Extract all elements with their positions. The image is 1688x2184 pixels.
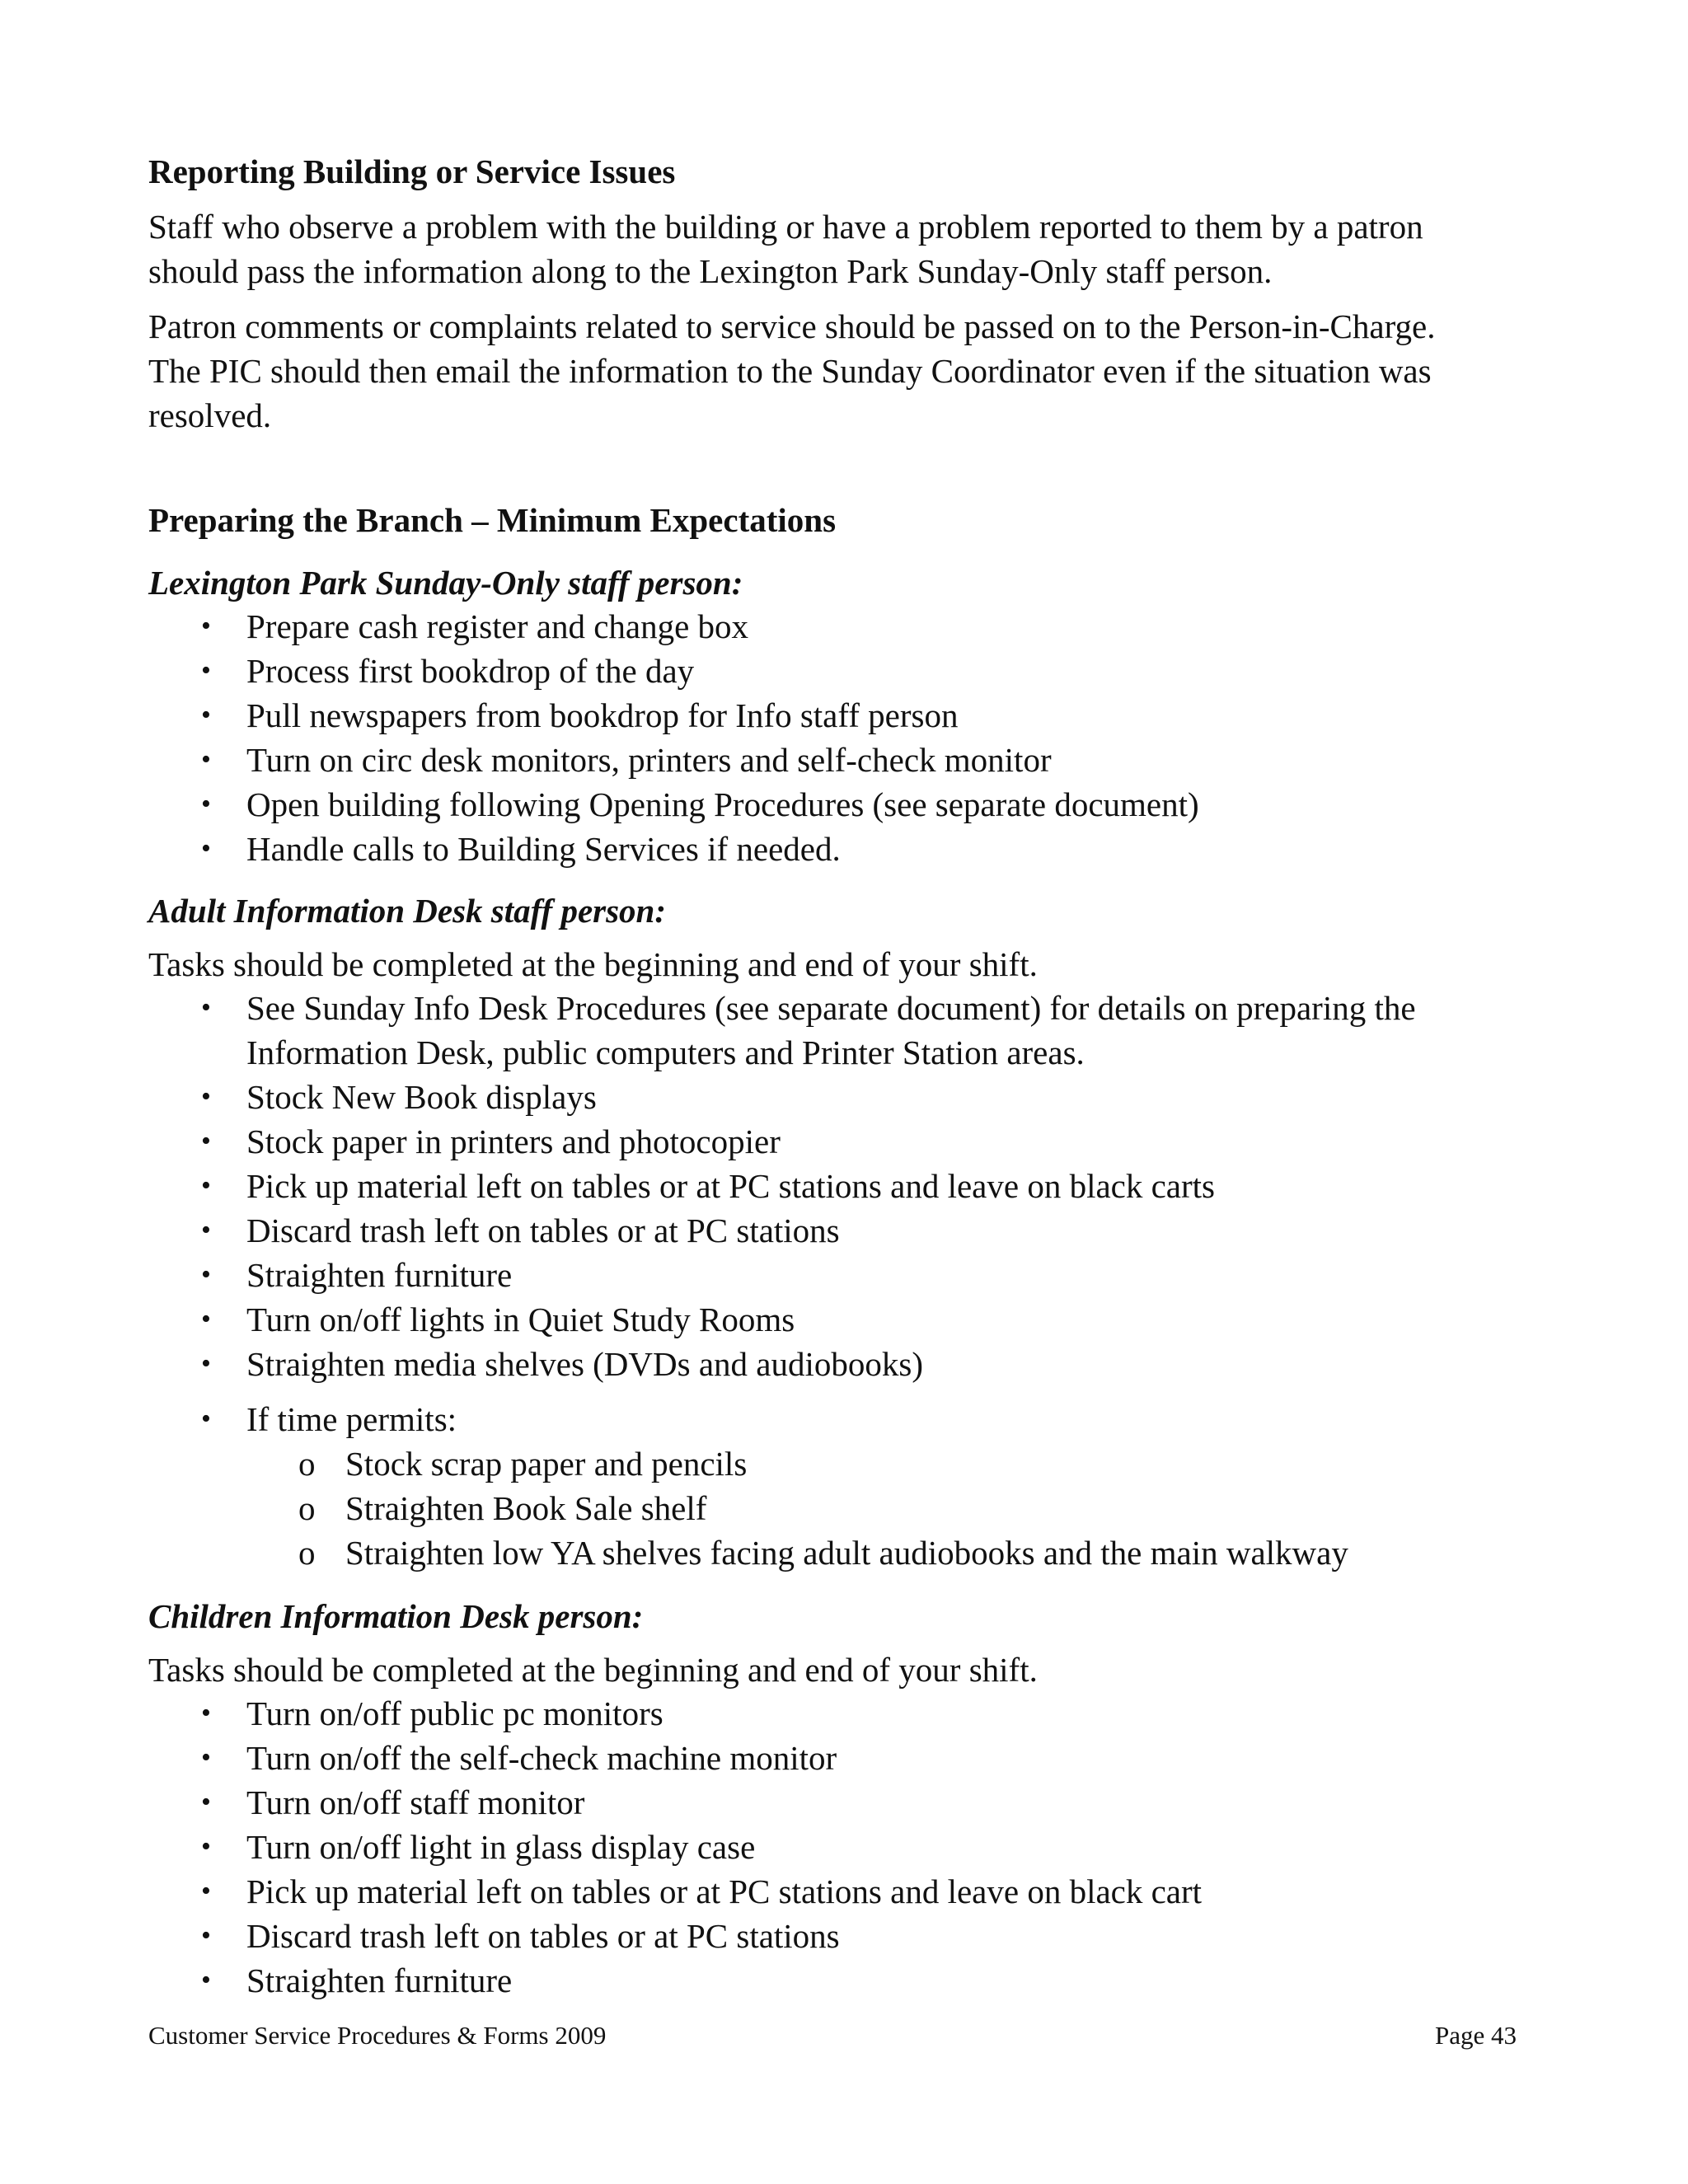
adult-info-intro: Tasks should be completed at the beginning and end of your shift. [148, 945, 1038, 983]
list-item: • Pick up material left on tables or at PC stations and leave on black carts [148, 1164, 1566, 1208]
bullet-icon: • [201, 1876, 211, 1906]
paragraph-line: Staff who observe a problem with the building or have a problem reported to them by a patron [148, 208, 1423, 246]
list-item: • Turn on/off public pc monitors [148, 1691, 1566, 1736]
paragraph-reporting-1 [148, 204, 1566, 293]
bullet-icon: • [201, 789, 211, 819]
subheading-adult-info: Adult Information Desk staff person: [148, 892, 667, 930]
list-item: • Straighten media shelves (DVDs and audiobooks) [148, 1342, 1566, 1386]
sub-list-item: o Stock scrap paper and pencils [246, 1441, 1566, 1486]
list-item: • If time permits: o Stock scrap paper and pencils o Straighten Book Sale shelf o Straighten low YA shelves facing adult audiobooks and the main walkway [148, 1397, 1566, 1575]
paragraph-reporting-2 [148, 304, 1566, 438]
list-item: • Prepare cash register and change box [148, 604, 1566, 649]
list-item: • Straighten furniture [148, 1253, 1566, 1297]
sub-list-item: o Straighten low YA shelves facing adult audiobooks and the main walkway [246, 1530, 1566, 1575]
circle-bullet-icon: o [298, 1534, 316, 1572]
subheading-sunday-only: Lexington Park Sunday-Only staff person: [148, 564, 743, 602]
bullet-icon: • [201, 1259, 211, 1290]
bullet-icon: • [201, 1081, 211, 1112]
list-item: • Discard trash left on tables or at PC stations [148, 1208, 1566, 1253]
list-item: • Process first bookdrop of the day [148, 649, 1566, 693]
list-sunday-only [148, 604, 1566, 871]
bullet-icon: • [201, 1348, 211, 1379]
document-page [148, 0, 1566, 2184]
paragraph-line: should pass the information along to the Lexington Park Sunday-Only staff person. [148, 252, 1273, 290]
footer-page-number: Page 43 [1434, 2021, 1517, 2050]
list-item: • Turn on/off lights in Quiet Study Rooms [148, 1297, 1566, 1342]
subheading-children-info: Children Information Desk person: [148, 1597, 644, 1635]
bullet-icon: • [201, 744, 211, 775]
list-item: • Pull newspapers from bookdrop for Info staff person [148, 693, 1566, 738]
bullet-icon: • [201, 1965, 211, 1995]
bullet-icon: • [201, 1920, 211, 1951]
children-info-intro: Tasks should be completed at the beginning and end of your shift. [148, 1651, 1038, 1689]
list-children-info [148, 1691, 1566, 2003]
bullet-icon: • [201, 1742, 211, 1773]
list-time-permits [246, 1441, 1566, 1575]
list-item: • Handle calls to Building Services if needed. [148, 827, 1566, 871]
section-heading-reporting: Reporting Building or Service Issues [148, 152, 676, 190]
bullet-icon: • [201, 700, 211, 730]
bullet-icon: • [201, 611, 211, 641]
list-item: • Stock paper in printers and photocopier [148, 1119, 1566, 1164]
bullet-icon: • [201, 1404, 211, 1434]
bullet-icon: • [201, 1170, 211, 1201]
list-item: • See Sunday Info Desk Procedures (see separate document) for details on preparing the Information Desk, public computers and Printer Station areas. [148, 986, 1566, 1075]
bullet-icon: • [201, 1304, 211, 1334]
bullet-icon: • [201, 1698, 211, 1728]
list-item: • Open building following Opening Procedures (see separate document) [148, 782, 1566, 827]
bullet-icon: • [201, 1831, 211, 1862]
circle-bullet-icon: o [298, 1445, 316, 1483]
paragraph-line: Patron comments or complaints related to service should be passed on to the Person-in-Charge. [148, 307, 1436, 345]
list-item: • Pick up material left on tables or at PC stations and leave on black cart [148, 1869, 1566, 1914]
bullet-icon: • [201, 833, 211, 864]
list-item: • Turn on circ desk monitors, printers and self-check monitor [148, 738, 1566, 782]
bullet-icon: • [201, 992, 211, 1023]
list-item: • Turn on/off the self-check machine monitor [148, 1736, 1566, 1780]
list-adult-info [148, 986, 1566, 1575]
bullet-icon: • [201, 1787, 211, 1817]
list-item: • Turn on/off staff monitor [148, 1780, 1566, 1825]
bullet-icon: • [201, 655, 211, 686]
list-item: • Turn on/off light in glass display case [148, 1825, 1566, 1869]
sub-list-item: o Straighten Book Sale shelf [246, 1486, 1566, 1530]
list-item: • Stock New Book displays [148, 1075, 1566, 1119]
footer-document-title: Customer Service Procedures & Forms 2009 [148, 2021, 607, 2050]
bullet-icon: • [201, 1126, 211, 1156]
bullet-icon: • [201, 1215, 211, 1245]
paragraph-line: The PIC should then email the information to the Sunday Coordinator even if the situation was [148, 352, 1432, 390]
circle-bullet-icon: o [298, 1489, 316, 1527]
list-item: • Straighten furniture [148, 1958, 1566, 2003]
list-item: • Discard trash left on tables or at PC stations [148, 1914, 1566, 1958]
section-heading-preparing: Preparing the Branch – Minimum Expectations [148, 501, 837, 539]
paragraph-line: resolved. [148, 396, 272, 434]
